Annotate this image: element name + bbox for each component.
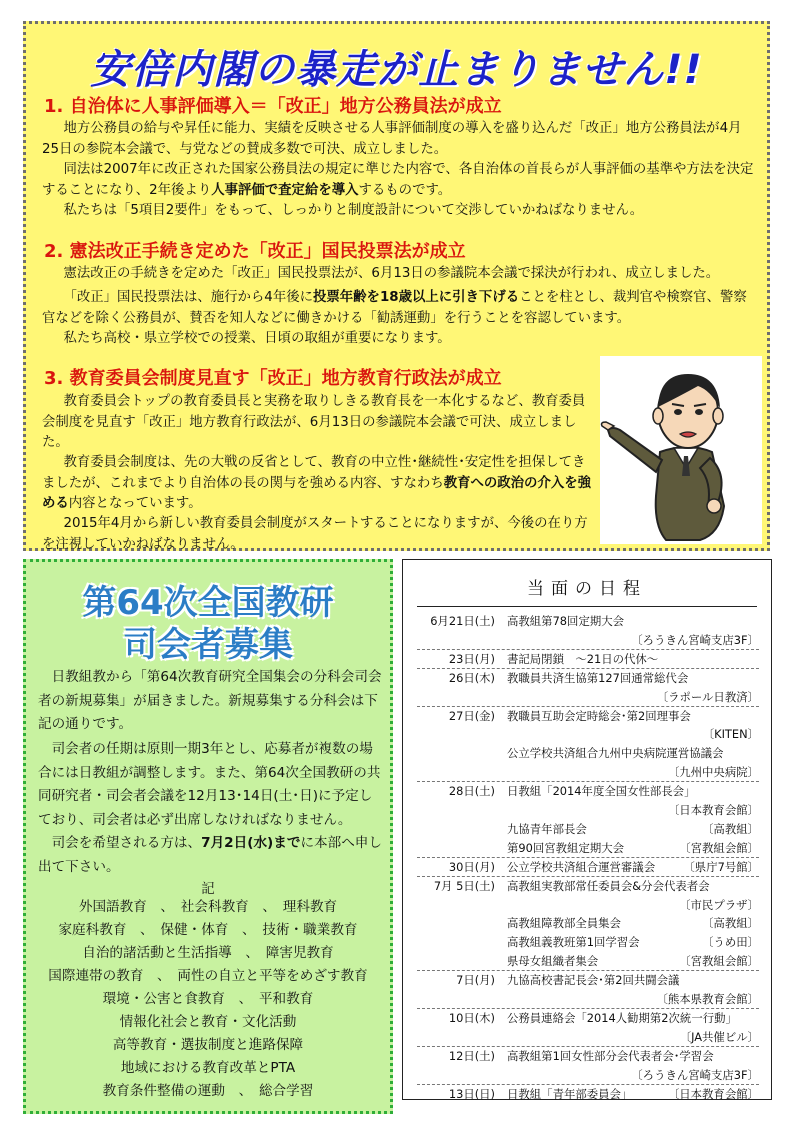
section-3-paragraph-3: 2015年4月から新しい教育委員会制度がスタートすることになりますが、今後の在り方を注視していかねばなりません。 bbox=[42, 516, 588, 552]
schedule-date: 23日(月) bbox=[448, 651, 495, 666]
schedule-row bbox=[403, 744, 771, 762]
section-2-paragraph-2: 「改正」国民投票法は、施行から4年後に投票年齢を18歳以上に引き下げることを柱とし、裁判官や検察官、警察官などを除く公務員が、賛否を知人などに働きかける「勧誘運動」を行うことを容認しています。 bbox=[42, 290, 747, 326]
schedule-row bbox=[403, 725, 771, 743]
schedule-venue: 〔宮教組会館〕 bbox=[679, 840, 759, 855]
schedule-row bbox=[403, 971, 771, 989]
schedule-event: 九協青年部長会 bbox=[507, 821, 587, 836]
schedule-row bbox=[403, 1028, 771, 1046]
schedule-venue: 〔熊本県教育会館〕 bbox=[656, 992, 759, 1006]
schedule-venue: 〔日本教育会館〕 bbox=[667, 803, 759, 817]
subcommittee-row: 外国語教育 、 社会科教育 、 理科教育 bbox=[78, 899, 338, 915]
schedule-row bbox=[403, 952, 771, 970]
subcommittee-row: 国際連帯の教育 、 両性の自立と平等をめざす教育 bbox=[48, 968, 368, 984]
schedule-row bbox=[403, 839, 771, 857]
schedule-event: 県母女組織者集会 bbox=[507, 954, 599, 969]
headline: 安倍内閣の暴走が止まりません!! bbox=[90, 47, 703, 93]
recruitment-title-line-1: 第64次全国教研 bbox=[82, 583, 334, 623]
highlight-text: 人事評価で査定給を導入 bbox=[211, 182, 359, 198]
schedule-event: 高教組第1回女性部分会代表者会･学習会 bbox=[507, 1048, 714, 1063]
schedule-venue: 〔ラポール日教済〕 bbox=[656, 689, 759, 704]
subcommittee-row: 地域における教育改革とPTA bbox=[120, 1060, 296, 1076]
schedule-row bbox=[403, 612, 771, 630]
schedule-date: 27日(金) bbox=[448, 708, 495, 723]
schedule-venue: 〔宮教組会館〕 bbox=[679, 954, 759, 969]
schedule-row bbox=[403, 650, 771, 668]
schedule-event: 公立学校共済組合九州中央病院運営協議会 bbox=[507, 746, 724, 761]
section-1-paragraph-1: 地方公務員の給与や昇任に能力、実績を反映させる人事評価制度の導入を盛り込んだ「改正」地方公務員法が4月25日の参院本会議で、与党などの賛成多数で可決、成立しました。 bbox=[42, 121, 742, 157]
schedule-venue: 〔高教組〕 bbox=[702, 821, 759, 836]
schedule-venue: 〔うめ田〕 bbox=[702, 935, 759, 950]
schedule-row bbox=[403, 669, 771, 687]
schedule-event: 教職員互助会定時総会･第2回理事会 bbox=[507, 708, 691, 723]
schedule-venue: 〔市民プラザ〕 bbox=[679, 897, 759, 912]
schedule-row bbox=[403, 801, 771, 819]
schedule-row bbox=[403, 1066, 771, 1084]
recruitment-title-line-2: 司会者募集 bbox=[123, 625, 293, 665]
pointing-man-illustration bbox=[600, 356, 762, 544]
subcommittee-row: 高等教育・選抜制度と進路保障 bbox=[112, 1037, 304, 1053]
schedule-row bbox=[403, 707, 771, 725]
schedule-venue: 〔県庁7号館〕 bbox=[683, 859, 759, 874]
section-2-paragraph-3: 私たち高校・県立学校での授業、日頃の取組が重要になります。 bbox=[63, 331, 451, 346]
recruitment-paragraph-1: 日教組教から「第64次教育研究全国集会の分科会司会者の新規募集」が届きました。新規募集する分科会は下記の通りです。 bbox=[38, 669, 382, 732]
schedule-row bbox=[403, 990, 771, 1008]
subcommittee-row: 環境・公害と食教育 、 平和教育 bbox=[102, 991, 314, 1007]
schedule-event: 教職員共済生協第127回通常総代会 bbox=[507, 670, 689, 685]
schedule-event: 第90回宮教組定期大会 bbox=[507, 840, 625, 855]
deadline-text: 7月2日(水)まで bbox=[201, 835, 301, 851]
schedule-row bbox=[403, 1085, 771, 1103]
schedule-title: 当面の日程 bbox=[527, 579, 647, 599]
schedule-row bbox=[403, 1009, 771, 1027]
subcommittee-row: 家庭科教育 、 保健・体育 、 技術・職業教育 bbox=[58, 922, 358, 938]
schedule-event: 高教組義教班第1回学習会 bbox=[507, 935, 640, 950]
section-1-title: 1. 自治体に人事評価導入＝「改正」地方公務員法が成立 bbox=[44, 96, 502, 117]
schedule-row bbox=[403, 688, 771, 706]
schedule-venue: 〔九州中央病院〕 bbox=[667, 765, 759, 780]
schedule-venue: 〔ろうきん宮崎支店3F〕 bbox=[631, 1067, 759, 1082]
section-1-paragraph-3: 私たちは「5項目2要件」をもって、しっかりと制度設計について交渉していかねばなりません。 bbox=[63, 203, 644, 218]
section-2-title: 2. 憲法改正手続き定めた「改正」国民投票法が成立 bbox=[44, 241, 466, 262]
recruitment-title bbox=[26, 582, 390, 666]
schedule-date: 13日(日) bbox=[448, 1086, 495, 1101]
schedule-row bbox=[403, 877, 771, 895]
recruitment-paragraph-3: 司会を希望される方は、7月2日(水)までに本部へ申し出て下さい。 bbox=[38, 835, 382, 875]
section-3-paragraph-2: 教育委員会制度は、先の大戦の反省として、教育の中立性･継続性･安定性を担保してきましたが、これまでより自治体の長の関与を強める内容、すなわち教育への政治の介入を強める内容となっています。 bbox=[42, 455, 592, 511]
schedule-venue: 〔ろうきん宮崎支店3F〕 bbox=[631, 632, 759, 647]
schedule-event: 日教組「青年部委員会」 bbox=[507, 1086, 633, 1101]
schedule-row bbox=[403, 896, 771, 914]
schedule-venue: 〔高教組〕 bbox=[702, 916, 759, 931]
subcommittee-row: 情報化社会と教育・文化活動 bbox=[119, 1014, 297, 1030]
schedule-date: 10日(木) bbox=[448, 1010, 495, 1025]
schedule-date: 7月 5日(土) bbox=[433, 878, 495, 893]
subcommittee-row: 自治的諸活動と生活指導 、 障害児教育 bbox=[82, 945, 334, 961]
schedule-row bbox=[403, 631, 771, 649]
schedule-event: 高教組第78回定期大会 bbox=[507, 614, 625, 628]
section-1-paragraph-2: 同法は2007年に改正された国家公務員法の規定に準じた内容で、各自治体の首長らが人事評価の基準や方法を決定することになり、2年後より人事評価で査定給を導入するものです。 bbox=[42, 162, 754, 198]
schedule-date: 26日(木) bbox=[448, 670, 495, 685]
schedule-event: 日教組「2014年度全国女性部長会」 bbox=[507, 784, 696, 799]
schedule-date: 6月21日(土) bbox=[430, 614, 495, 628]
highlight-text: 教育への政治の介入を強める bbox=[42, 475, 592, 511]
schedule-event: 九協高校書記長会･第2回共闘会議 bbox=[507, 973, 680, 988]
schedule-row bbox=[403, 1047, 771, 1065]
subcommittee-row: 教育条件整備の運動 、 総合学習 bbox=[102, 1083, 314, 1099]
schedule-row bbox=[403, 914, 771, 932]
schedule-venue: 〔JA共催ビル〕 bbox=[679, 1029, 759, 1044]
section-3-title: 3. 教育委員会制度見直す「改正」地方教育行政法が成立 bbox=[44, 368, 502, 389]
schedule-event: 高教組実教部常任委員会&分会代表者会 bbox=[507, 878, 710, 893]
ki-marker: 記 bbox=[201, 882, 215, 897]
recruitment-paragraph-2: 司会者の任期は原則一期3年とし、応募者が複数の場合には日教組が調整します。また、第64次全国教研の共同研究者・司会者会議を12月13･14日(土･日)に予定しており、司会者は必ず出席しなければなりません。 bbox=[38, 741, 381, 828]
schedule-date: 12日(土) bbox=[448, 1048, 495, 1063]
schedule-date: 28日(土) bbox=[448, 784, 495, 799]
schedule-venue: 〔日本教育会館〕 bbox=[667, 1086, 759, 1101]
schedule-event: 書記局閉鎖 ～21日の代休～ bbox=[507, 651, 659, 666]
schedule-row bbox=[403, 782, 771, 800]
schedule-event: 公立学校共済組合運営審議会 bbox=[507, 859, 656, 874]
schedule-row bbox=[403, 820, 771, 838]
pointing-man-icon bbox=[600, 356, 762, 544]
schedule-panel bbox=[402, 559, 772, 1100]
schedule-venue: 〔KITEN〕 bbox=[702, 727, 759, 742]
schedule-row bbox=[403, 763, 771, 781]
schedule-date: 7日(月) bbox=[456, 973, 495, 988]
schedule-event: 高教組障教部全員集会 bbox=[507, 916, 621, 931]
highlight-text: 投票年齢を18歳以上に引き下げる bbox=[313, 290, 520, 305]
section-3-paragraph-1: 教育委員会トップの教育委員長と実務を取りしきる教育長を一本化するなど、教育委員会制度を見直す「改正」地方教育行政法が、6月13日の参議院本会議で可決、成立しました。 bbox=[42, 394, 586, 450]
schedule-title-rule bbox=[417, 606, 757, 607]
section-2-paragraph-1: 憲法改正の手続きを定めた「改正」国民投票法が、6月13日の参議院本会議で採決が行われ、成立しました。 bbox=[63, 266, 720, 281]
schedule-date: 30日(月) bbox=[448, 859, 495, 874]
schedule-event: 公務員連絡会「2014人勧期第2次統一行動」 bbox=[507, 1010, 737, 1025]
recruitment-panel bbox=[23, 559, 393, 1114]
schedule-row bbox=[403, 933, 771, 951]
schedule-row bbox=[403, 858, 771, 876]
